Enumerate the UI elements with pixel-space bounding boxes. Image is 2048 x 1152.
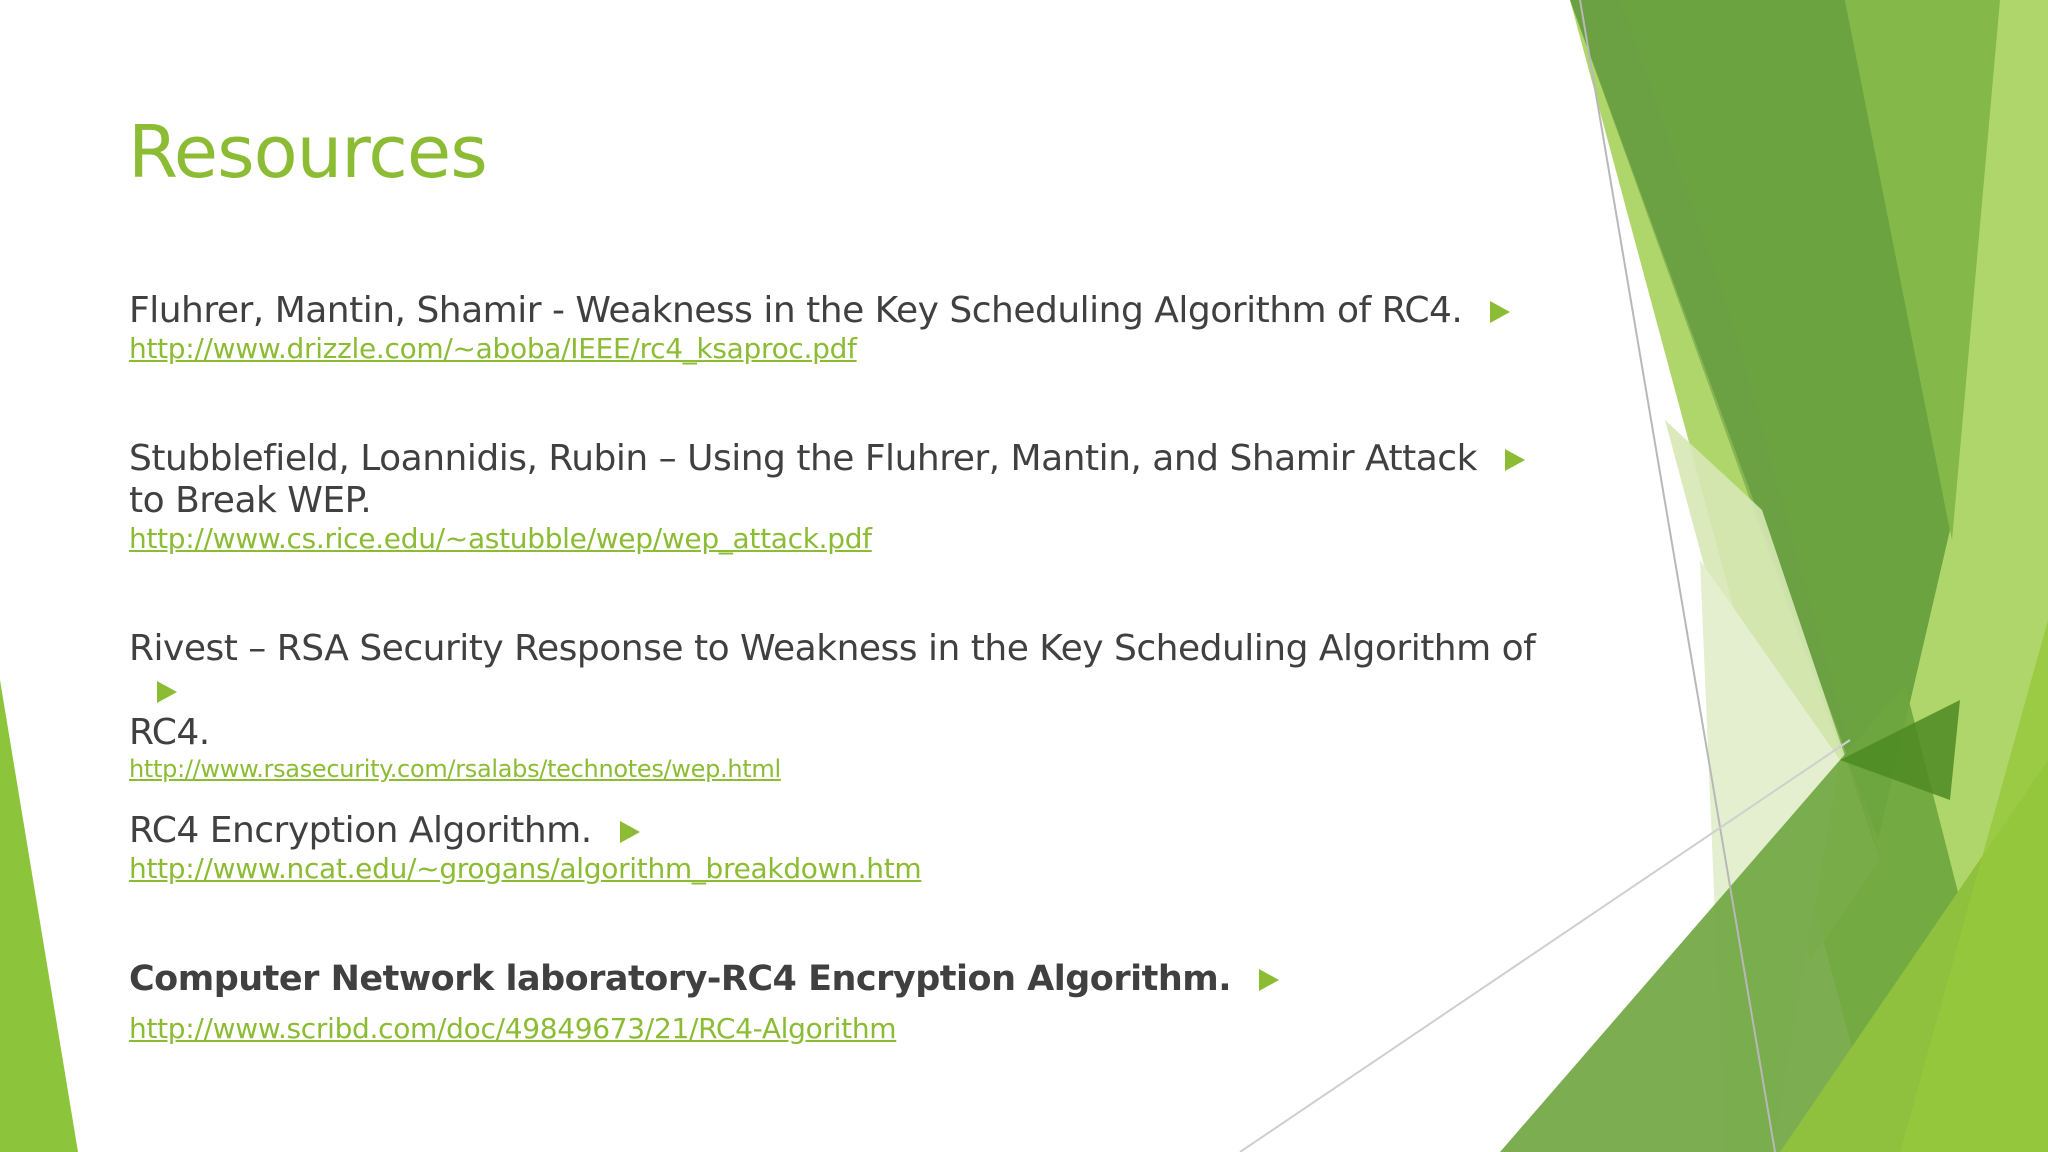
resource-entry <box>129 810 1569 886</box>
resource-link[interactable]: http://www.ncat.edu/~grogans/algorithm_breakdown.htm <box>129 852 922 885</box>
page-title: Resources <box>128 110 487 194</box>
resource-entry <box>129 628 1569 784</box>
triangle-right-icon <box>1490 301 1510 323</box>
resource-citation <box>129 810 1569 852</box>
triangle-right-icon <box>157 681 177 703</box>
resource-citation-text: Computer Network laboratory-RC4 Encryption Algorithm. <box>129 959 1232 999</box>
resource-citation <box>129 628 1569 712</box>
triangle-right-icon <box>620 821 640 843</box>
resource-entry <box>129 438 1569 556</box>
resource-link[interactable]: http://www.cs.rice.edu/~astubble/wep/wep_attack.pdf <box>129 522 872 555</box>
resource-link[interactable]: http://www.scribd.com/doc/49849673/21/RC4-Algorithm <box>129 1012 897 1045</box>
resource-citation <box>129 958 1569 1000</box>
resource-citation-line2: RC4. <box>129 712 210 753</box>
resource-link[interactable]: http://www.drizzle.com/~aboba/IEEE/rc4_ksaproc.pdf <box>129 332 857 365</box>
resource-citation-text: Fluhrer, Mantin, Shamir - Weakness in the Key Scheduling Algorithm of RC4. <box>129 290 1463 331</box>
triangle-right-icon <box>1259 969 1279 991</box>
resource-citation-line1: Rivest – RSA Security Response to Weakness in the Key Scheduling Algorithm of <box>129 628 1536 669</box>
resource-citation-line1: Stubblefield, Loannidis, Rubin – Using the Fluhrer, Mantin, and Shamir Attack <box>129 438 1477 479</box>
resource-citation-text: RC4 Encryption Algorithm. <box>129 810 592 851</box>
resource-entry <box>129 290 1569 366</box>
resource-citation <box>129 290 1569 332</box>
resource-entry <box>129 958 1569 1046</box>
triangle-right-icon <box>1505 449 1525 471</box>
resource-citation-line2: to Break WEP. <box>129 480 372 521</box>
resource-link[interactable]: http://www.rsasecurity.com/rsalabs/technotes/wep.html <box>129 755 781 783</box>
resource-citation <box>129 438 1569 480</box>
